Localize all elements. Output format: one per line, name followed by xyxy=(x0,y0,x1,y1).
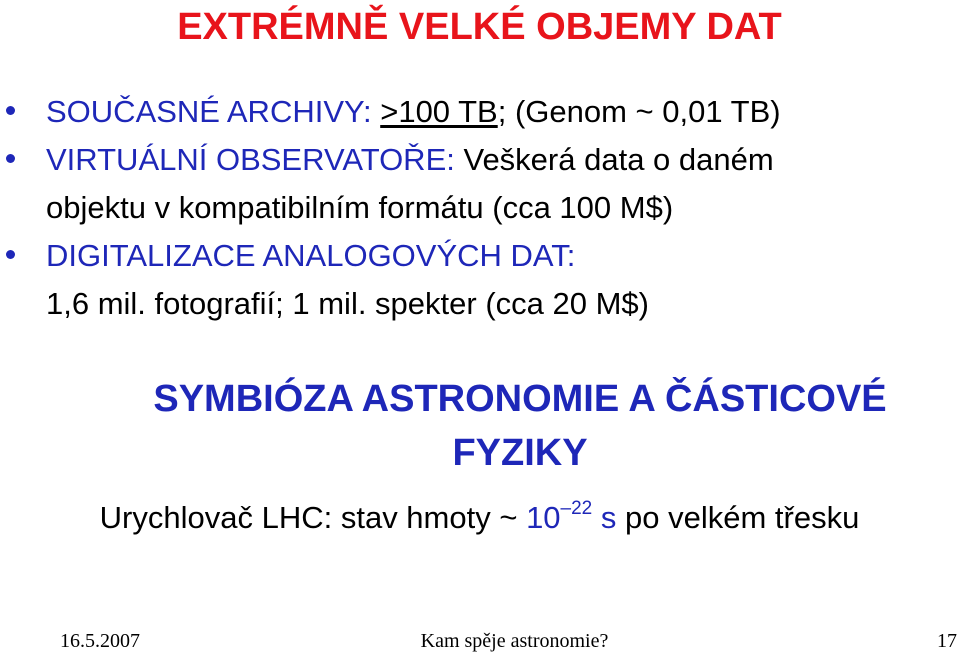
headline xyxy=(60,372,959,480)
bullet-continuation-observatories xyxy=(0,184,959,232)
archives-note: ; (Genom ~ 0,01 TB) xyxy=(497,94,781,129)
footer-date: 16.5.2007 xyxy=(60,630,140,652)
observatories-continuation: objektu v kompatibilním formátu (cca 100 M$) xyxy=(46,190,674,225)
lhc-prefix: Urychlovač LHC: stav hmoty ~ xyxy=(99,500,527,535)
lhc-time-exponent: –22 xyxy=(560,498,593,519)
bullet-item-observatories xyxy=(0,136,959,184)
lhc-suffix: po velkém třesku xyxy=(616,500,860,535)
archives-size: >100 TB xyxy=(380,94,498,129)
footer-page-number: 17 xyxy=(937,630,957,652)
bullet-continuation-digitization xyxy=(0,280,959,328)
bullet-lead-observatories: VIRTUÁLNÍ OBSERVATOŘE: xyxy=(46,142,455,177)
observatories-text: Veškerá data o daném xyxy=(454,142,774,177)
lhc-statement xyxy=(0,494,959,542)
headline-line-1: SYMBIÓZA ASTRONOMIE A ČÁSTICOVÉ xyxy=(153,378,887,420)
bullet-item-digitization xyxy=(0,232,959,280)
bullet-lead-digitization: DIGITALIZACE ANALOGOVÝCH DAT: xyxy=(46,238,576,273)
digitization-continuation: 1,6 mil. fotografií; 1 mil. spekter (cca 20 M$) xyxy=(46,286,649,321)
lhc-time-unit: s xyxy=(592,500,617,535)
lhc-time-base: 10 xyxy=(526,500,561,535)
bullet-dot-icon xyxy=(6,106,15,115)
slide-footer xyxy=(0,630,959,658)
bullet-lead-archives: SOUČASNÉ ARCHIVY: xyxy=(46,94,372,129)
bullet-list xyxy=(0,88,959,328)
footer-title: Kam spěje astronomie? xyxy=(420,630,609,652)
bullet-dot-icon xyxy=(6,154,15,163)
bullet-dot-icon xyxy=(6,250,15,259)
slide-title: EXTRÉMNĚ VELKÉ OBJEMY DAT xyxy=(177,6,782,48)
bullet-item-archives xyxy=(0,88,959,136)
headline-line-2: FYZIKY xyxy=(452,432,588,474)
